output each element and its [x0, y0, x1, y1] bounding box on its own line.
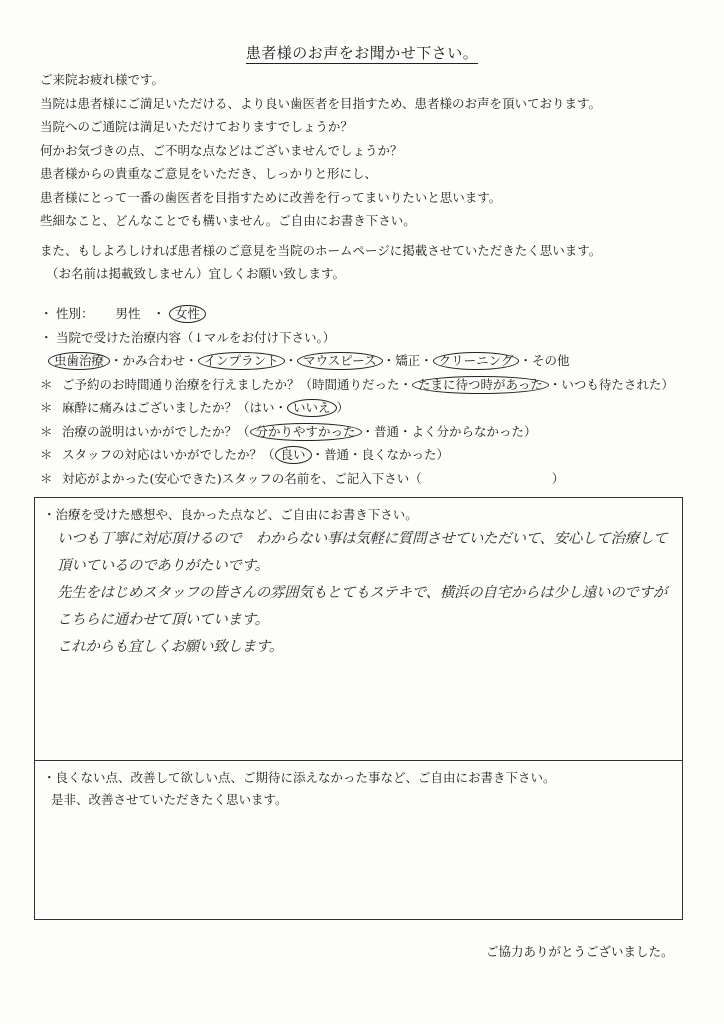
question-staff-response: ＊ スタッフの対応はいかがでしたか？（ 良い ・普通・良くなかった） [40, 447, 450, 462]
intro-line: 当院は患者様にご満足いただける、より良い歯医者を目指すため、患者様のお声を頂いております。 [40, 95, 602, 111]
treatment-option-cavity-circled[interactable]: 虫歯治療 [48, 352, 110, 370]
website-notice [40, 239, 690, 285]
handwritten-response [57, 526, 677, 661]
impressions-box[interactable] [34, 497, 683, 761]
treatment-option-implant-circled[interactable]: インプラント [198, 352, 285, 370]
handwritten-line: これからも宜しくお願い致します。 [57, 639, 284, 655]
answer-no-circled[interactable]: いいえ [287, 399, 337, 417]
answer-easy-to-understand-circled[interactable]: 分かりやすかった [250, 423, 362, 441]
gender-option-male[interactable]: 男性 [115, 306, 141, 321]
page-title: 患者様のお声をお聞かせ下さい。 [245, 44, 479, 62]
treatment-option-orthodontics[interactable]: 矯正 [395, 353, 421, 368]
notice-line: また、もしよろしければ患者様のご意見を当院のホームページに掲載させていただきたく思います。 [40, 243, 602, 258]
intro-line: 何かお気づきの点、ご不明な点などはございませんでしょうか？ [40, 142, 403, 158]
question-explanation: ＊ 治療の説明はいかがでしたか？（ 分かりやすかった ・普通・よく分からなかった） [40, 423, 537, 439]
answer-sometimes-waited-circled[interactable]: たまに待つ時があった [412, 376, 549, 394]
intro-line: 患者様からの貴重なご意見をいただき、しっかりと形にし、 [40, 166, 378, 181]
thanks-message: ご協力ありがとうございました。 [486, 944, 674, 959]
answer-good-circled[interactable]: 良い [275, 446, 312, 464]
treatment-label-row: ・ 当院で受けた治療内容（↓マルをお付け下さい。） [40, 329, 336, 345]
question-anesthesia-pain: ＊ 麻酔に痛みはございましたか？（はい・ いいえ ） [40, 400, 350, 415]
treatment-option-mouthpiece-circled[interactable]: マウスピース [297, 352, 383, 370]
intro-line: 些細なこと、どんなことでも構いません。ご自由にお書き下さい。 [40, 213, 416, 228]
notice-line: （お名前は掲載致しません）宜しくお願い致します。 [46, 266, 346, 281]
handwritten-line: いつも丁寧に対応頂けるので わからない事は気軽に質問させていただいて、安心して治療して [57, 531, 668, 547]
improvements-label: ・良くない点、改善して欲しい点、ご期待に添えなかった事など、ご自由にお書き下さい。 是非、改善させていただきたく思います。 [43, 770, 556, 807]
question-appointment-time: ＊ ご予約のお時間通り治療を行えましたか？（時間通りだった・ たまに待つ時があった ・いつも待たされた） [40, 376, 674, 392]
survey-section [40, 302, 700, 490]
handwritten-line: こちらに通わせて頂いています。 [57, 612, 269, 628]
gender-option-female-circled[interactable]: 女性 [169, 305, 206, 323]
handwritten-line: 頂いているのでありがたいです。 [57, 558, 269, 574]
treatment-option-cleaning-circled[interactable]: クリーニング [433, 352, 520, 370]
gender-row: ・ 性別： 男性 ・ 女性 [40, 302, 700, 326]
treatment-label: 当院で受けた治療内容（↓マルをお付け下さい。） [56, 329, 336, 345]
gender-label: 性別： [56, 306, 94, 321]
intro-line: ご来院お疲れ様です。 [40, 72, 165, 87]
treatment-options-row: 虫歯治療 ・かみ合わせ・ インプラント ・ マウスピース ・矯正・ クリーニング ・その他 [48, 349, 700, 373]
improvements-box[interactable] [34, 761, 683, 920]
treatment-option-other[interactable]: その他 [531, 353, 570, 368]
intro-line: 患者様にとって一番の歯医者を目指すために改善を行ってまいりたいと思います。 [40, 189, 502, 205]
impressions-label: ・治療を受けた感想や、良かった点など、ご自由にお書き下さい。 [43, 507, 418, 522]
handwritten-line: 先生をはじめスタッフの皆さんの雰囲気もとてもステキで、横浜の自宅からは少し遠いのですが [57, 585, 668, 601]
question-staff-name: ＊ 対応がよかった(安心できた)スタッフの名前を、ご記入下さい（ ） [40, 470, 565, 486]
intro-paragraph [40, 68, 690, 233]
treatment-option-bite[interactable]: かみ合わせ [122, 353, 186, 368]
intro-line: 当院へのご通院は満足いただけておりますでしょうか？ [40, 119, 353, 134]
